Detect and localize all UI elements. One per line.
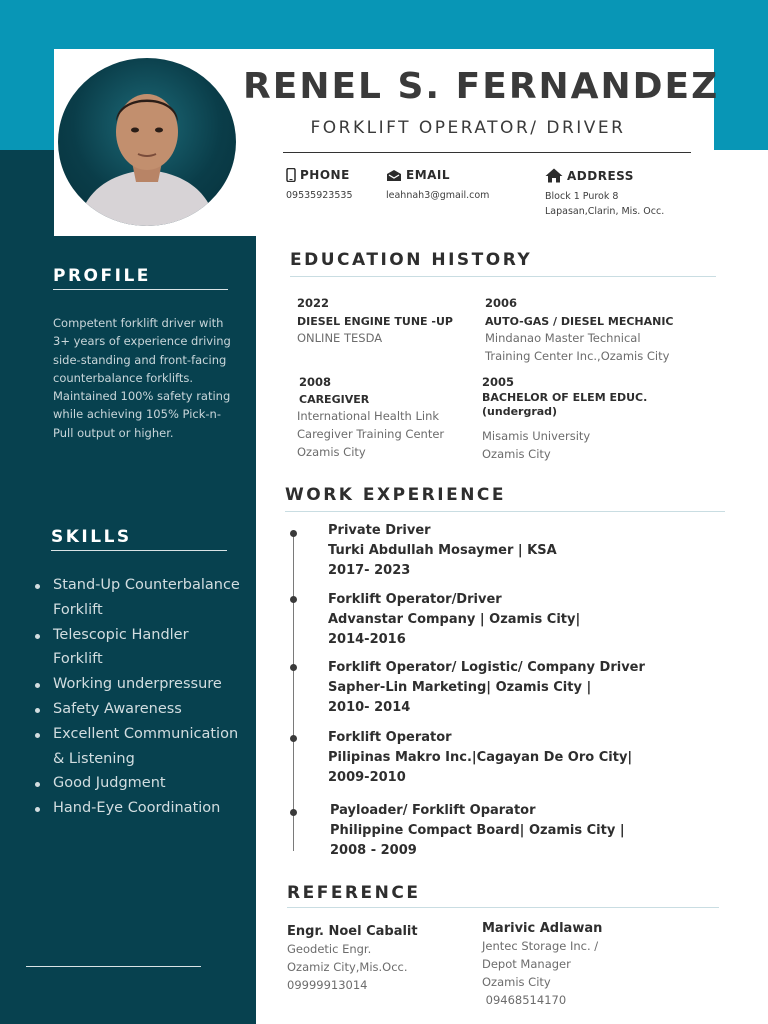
timeline-dot bbox=[290, 809, 297, 816]
reference-line: Depot Manager bbox=[482, 957, 571, 971]
education-school: ONLINE TESDA bbox=[297, 331, 383, 345]
skill-item: Working underpressure bbox=[35, 672, 240, 697]
education-entry bbox=[297, 296, 497, 347]
education-school: Misamis University Ozamis City bbox=[482, 429, 591, 461]
job-company: Sapher-Lin Marketing| Ozamis City | bbox=[328, 680, 592, 695]
education-degree: AUTO-GAS / DIESEL MECHANIC bbox=[485, 315, 674, 328]
reference-name: Marivic Adlawan bbox=[482, 921, 603, 936]
job-title: Private Driver bbox=[328, 523, 431, 538]
timeline-line bbox=[293, 533, 294, 851]
profile-photo bbox=[58, 58, 236, 226]
job-period: 2014-2016 bbox=[328, 632, 406, 647]
reference-entry bbox=[482, 921, 692, 1009]
skills-list bbox=[35, 573, 240, 821]
address-value bbox=[545, 189, 664, 219]
skills-heading: SKILLS bbox=[51, 527, 132, 547]
home-icon bbox=[545, 168, 563, 183]
job-entry bbox=[328, 658, 708, 718]
education-year: 2006 bbox=[485, 296, 518, 310]
address-line-1: Block 1 Purok 8 bbox=[545, 191, 619, 202]
education-degree: BACHELOR OF ELEM EDUC. (undergrad) bbox=[482, 391, 648, 418]
reference-line: 09999913014 bbox=[287, 978, 368, 992]
education-degree: DIESEL ENGINE TUNE -UP bbox=[297, 315, 453, 328]
job-period: 2009-2010 bbox=[328, 770, 406, 785]
work-heading: WORK EXPERIENCE bbox=[285, 485, 507, 505]
reference-divider bbox=[287, 907, 719, 908]
job-period: 2017- 2023 bbox=[328, 563, 411, 578]
job-title: Forklift Operator/ Logistic/ Company Driver bbox=[328, 660, 645, 675]
contact-phone bbox=[286, 168, 353, 203]
skill-item: Hand-Eye Coordination bbox=[35, 796, 240, 821]
education-school: International Health Link Caregiver Training Center Ozamis City bbox=[297, 409, 445, 459]
phone-value: 09535923535 bbox=[286, 190, 353, 201]
job-company: Pilipinas Makro Inc.|Cagayan De Oro City| bbox=[328, 750, 633, 765]
reference-line: Ozamiz City,Mis.Occ. bbox=[287, 960, 408, 974]
reference-heading: REFERENCE bbox=[287, 883, 421, 903]
address-label: ADDRESS bbox=[567, 168, 634, 183]
job-title: Forklift Operator/Driver bbox=[328, 592, 502, 607]
reference-name: Engr. Noel Cabalit bbox=[287, 924, 418, 939]
skills-divider bbox=[51, 550, 227, 551]
phone-icon bbox=[286, 168, 296, 182]
job-entry bbox=[328, 728, 708, 788]
skill-item: Stand-Up Counterbalance Forklift bbox=[35, 573, 240, 623]
skill-item: Safety Awareness bbox=[35, 697, 240, 722]
education-year: 2005 bbox=[482, 375, 515, 389]
job-title: Forklift Operator bbox=[328, 730, 452, 745]
job-company: Philippine Compact Board| Ozamis City | bbox=[330, 823, 625, 838]
timeline-dot bbox=[290, 530, 297, 537]
education-school: Mindanao Master Technical Training Center Inc.,Ozamis City bbox=[485, 331, 670, 363]
candidate-name: RENEL S. FERNANDEZ bbox=[243, 66, 720, 107]
skill-item: Telescopic Handler Forklift bbox=[35, 623, 240, 673]
education-heading: EDUCATION HISTORY bbox=[290, 250, 533, 270]
envelope-icon bbox=[386, 169, 402, 182]
sidebar-bottom-divider bbox=[26, 966, 201, 967]
timeline-dot bbox=[290, 596, 297, 603]
job-period: 2010- 2014 bbox=[328, 700, 411, 715]
job-company: Advanstar Company | Ozamis City| bbox=[328, 612, 581, 627]
reference-line: Jentec Storage Inc. / bbox=[482, 939, 599, 953]
education-year: 2008 bbox=[299, 375, 332, 389]
reference-line: 09468514170 bbox=[482, 993, 567, 1007]
profile-text: Competent forklift driver with 3+ years of experience driving side-standing and front-facing counterbalance forklifts. Maintained 100% safety rating while achieving 105% Pick-n-Pull output or higher. bbox=[53, 316, 231, 440]
profile-heading: PROFILE bbox=[53, 266, 151, 286]
skill-item: Good Judgment bbox=[35, 771, 240, 796]
job-title: Payloader/ Forklift Oparator bbox=[330, 803, 536, 818]
phone-label: PHONE bbox=[300, 168, 350, 182]
education-entry bbox=[482, 375, 672, 463]
reference-entry bbox=[287, 924, 497, 994]
education-entry bbox=[297, 375, 477, 461]
education-year: 2022 bbox=[297, 296, 330, 310]
work-divider bbox=[285, 511, 725, 512]
skill-item: Excellent Communication & Listening bbox=[35, 722, 240, 772]
header-divider bbox=[283, 152, 691, 153]
job-entry bbox=[330, 801, 710, 861]
contact-address bbox=[545, 168, 664, 219]
job-entry bbox=[328, 590, 708, 650]
reference-line: Geodetic Engr. bbox=[287, 942, 372, 956]
address-line-2: Lapasan,Clarin, Mis. Occ. bbox=[545, 206, 665, 217]
education-divider bbox=[290, 276, 716, 277]
contact-email bbox=[386, 168, 489, 203]
candidate-role: FORKLIFT OPERATOR/ DRIVER bbox=[310, 118, 626, 138]
profile-divider bbox=[53, 289, 228, 290]
email-value: leahnah3@gmail.com bbox=[386, 190, 490, 201]
job-entry bbox=[328, 521, 708, 581]
job-company: Turki Abdullah Mosaymer | KSA bbox=[328, 543, 557, 558]
education-entry bbox=[485, 296, 700, 365]
timeline-dot bbox=[290, 664, 297, 671]
education-degree: CAREGIVER bbox=[299, 393, 370, 406]
reference-line: Ozamis City bbox=[482, 975, 551, 989]
timeline-dot bbox=[290, 735, 297, 742]
job-period: 2008 - 2009 bbox=[330, 843, 417, 858]
email-label: EMAIL bbox=[406, 168, 451, 182]
